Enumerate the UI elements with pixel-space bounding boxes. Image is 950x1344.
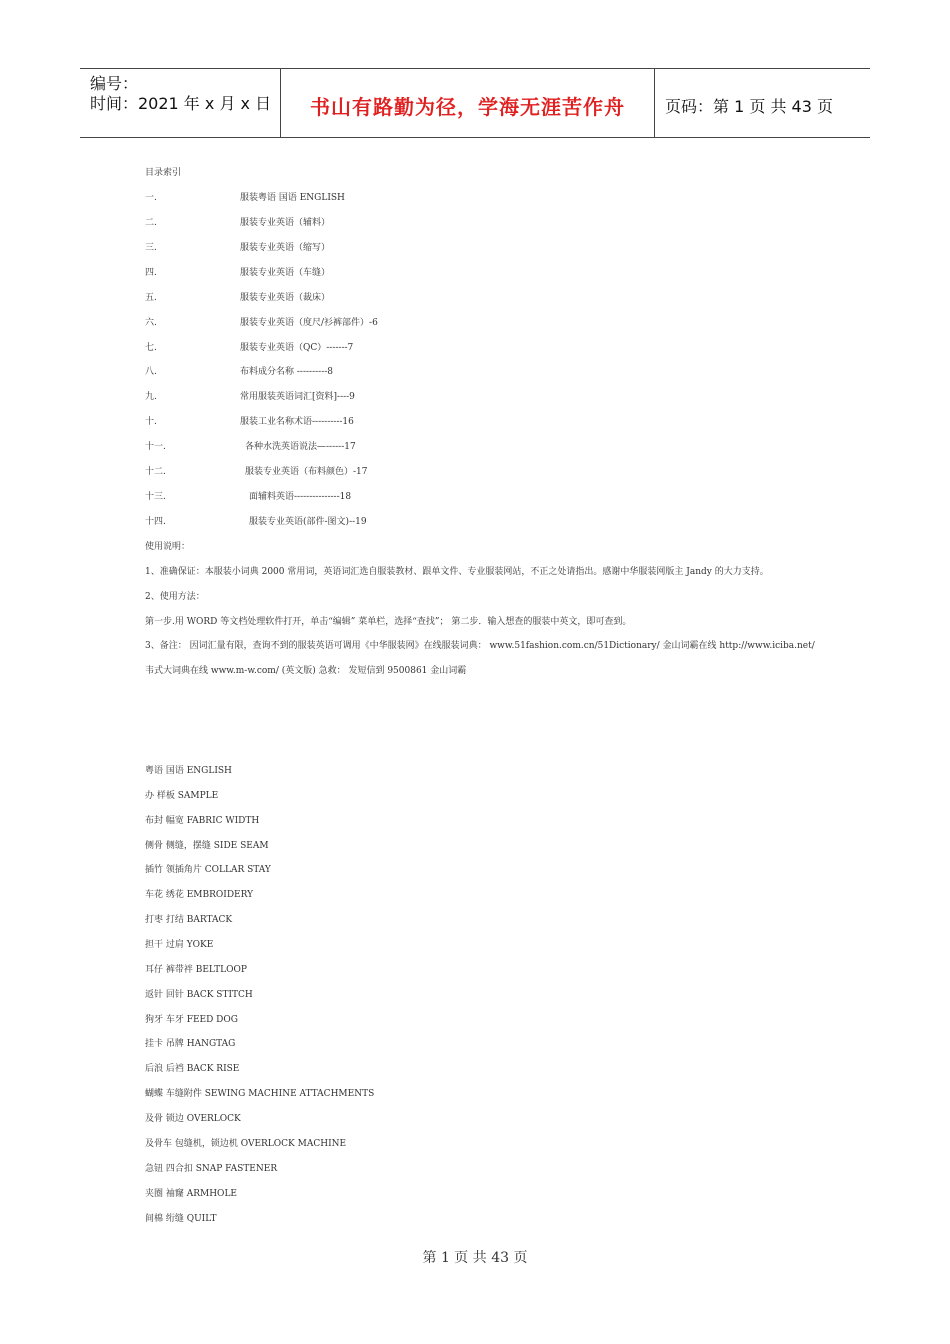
- usage-line: 2、使用方法：: [145, 592, 205, 602]
- toc-item-num: 十三.: [145, 492, 166, 502]
- toc-item-text: 各种水洗英语说法—------17: [245, 442, 356, 452]
- toc-item-num: 十.: [145, 417, 157, 427]
- glossary-entry: 插竹 领插角片 COLLAR STAY: [145, 865, 271, 875]
- motto: 书山有路勤为径，学海无涯苦作舟: [310, 95, 625, 119]
- glossary-entry: 返针 回针 BACK STITCH: [145, 990, 253, 1000]
- toc-item-text: 服装专业英语（辅料）: [240, 218, 331, 228]
- glossary-entry: 担干 过肩 YOKE: [145, 940, 214, 950]
- toc-title: 目录索引: [145, 168, 182, 178]
- id-label: 编号：: [90, 74, 139, 93]
- usage-line: 第一步.用 WORD 等文档处理软件打开，单击“编辑” 菜单栏，选择“查找”； 第二步．输入想查的服装中英文，即可查到。: [145, 617, 632, 627]
- toc-item-num: 一.: [145, 193, 157, 203]
- usage-line: 1、准确保证：本服装小词典 2000 常用词，英语词汇选自服装教材、跟单文件、专业服装网站，不正之处请指出。感谢中华服装网版主 Jandy 的大力支持。: [145, 567, 769, 577]
- toc-item-text: 服装专业英语(部件-图文)--19: [249, 517, 367, 527]
- toc-item-text: 服装专业英语（QC）-------7: [240, 343, 354, 353]
- time-label: 时间：2021 年 x 月 x 日: [90, 94, 272, 113]
- toc-item-num: 八.: [145, 367, 157, 377]
- glossary-entry: 蝴蝶 车缝附件 SEWING MACHINE ATTACHMENTS: [145, 1089, 375, 1099]
- header-motto-cell: [281, 69, 655, 137]
- glossary-entry: 耳仔 裤带袢 BELTLOOP: [145, 965, 247, 975]
- glossary-entry: 及骨车 包缝机，锁边机 OVERLOCK MACHINE: [145, 1139, 347, 1149]
- toc-item-num: 三.: [145, 243, 157, 253]
- header-id-cell: [80, 69, 281, 137]
- glossary-entry: 挂卡 吊牌 HANGTAG: [145, 1039, 236, 1049]
- toc-item-text: 服装专业英语（布料颜色）-17: [245, 467, 368, 477]
- toc-item-num: 十二.: [145, 467, 166, 477]
- glossary-entry: 后浪 后裆 BACK RISE: [145, 1064, 240, 1074]
- page-footer: 第 1 页 共 43 页: [422, 1250, 528, 1266]
- toc-item-num: 四.: [145, 268, 157, 278]
- toc-item-num: 七.: [145, 343, 157, 353]
- toc-item-text: 服装专业英语（裁床）: [240, 293, 331, 303]
- glossary-entry: 侧骨 侧缝，摆缝 SIDE SEAM: [145, 841, 269, 851]
- glossary-entry: 车花 绣花 EMBROIDERY: [145, 890, 254, 900]
- usage-line: 韦式大词典在线 www.m-w.com/ (英文版) 急救： 发短信到 9500861 金山词霸: [145, 666, 467, 676]
- glossary-entry: 及骨 锁边 OVERLOCK: [145, 1114, 241, 1124]
- toc-item-num: 十四.: [145, 517, 166, 527]
- toc-item-num: 十一.: [145, 442, 166, 452]
- toc-item-text: 服装专业英语（车缝）: [240, 268, 331, 278]
- toc-item-text: 服装粤语 国语 ENGLISH: [240, 193, 345, 203]
- glossary-entry: 打枣 打结 BARTACK: [145, 915, 233, 925]
- toc-item-text: 常用服装英语词汇[资料]----9: [240, 392, 355, 402]
- glossary-entry: 办 样板 SAMPLE: [145, 791, 219, 801]
- toc-item-text: 面辅料英语---------------18: [249, 492, 352, 502]
- toc-item-num: 二.: [145, 218, 157, 228]
- toc-item-text: 服装工业名称术语----------16: [240, 417, 354, 427]
- toc-item-text: 布料成分名称 ----------8: [240, 367, 333, 377]
- glossary-header: 粤语 国语 ENGLISH: [145, 766, 232, 776]
- usage-title: 使用说明：: [145, 542, 191, 552]
- toc-item-num: 六.: [145, 318, 157, 328]
- glossary-entry: 急钮 四合扣 SNAP FASTENER: [145, 1164, 278, 1174]
- glossary-entry: 狗牙 车牙 FEED DOG: [145, 1015, 238, 1025]
- toc-item-num: 九.: [145, 392, 157, 402]
- glossary-entry: 夹圈 袖窿 ARMHOLE: [145, 1189, 237, 1199]
- page-header: [80, 68, 870, 138]
- usage-line: 3、备注： 因词汇量有限，查询不到的服装英语可调用《中华服装网》在线服装词典： www.51fashion.com.cn/51Dictionary/ 金山词霸在线 http://www.iciba.net/: [145, 641, 815, 651]
- glossary-entry: 布封 幅宽 FABRIC WIDTH: [145, 816, 260, 826]
- toc-item-num: 五.: [145, 293, 157, 303]
- page-info: 页码：第 1 页 共 43 页: [665, 97, 833, 116]
- toc-item-text: 服装专业英语（度尺/衫裤部件）-6: [240, 318, 378, 328]
- glossary-entry: 间棉 绗缝 QUILT: [145, 1214, 217, 1224]
- toc-item-text: 服装专业英语（缩写）: [240, 243, 331, 253]
- header-page-cell: [655, 69, 870, 137]
